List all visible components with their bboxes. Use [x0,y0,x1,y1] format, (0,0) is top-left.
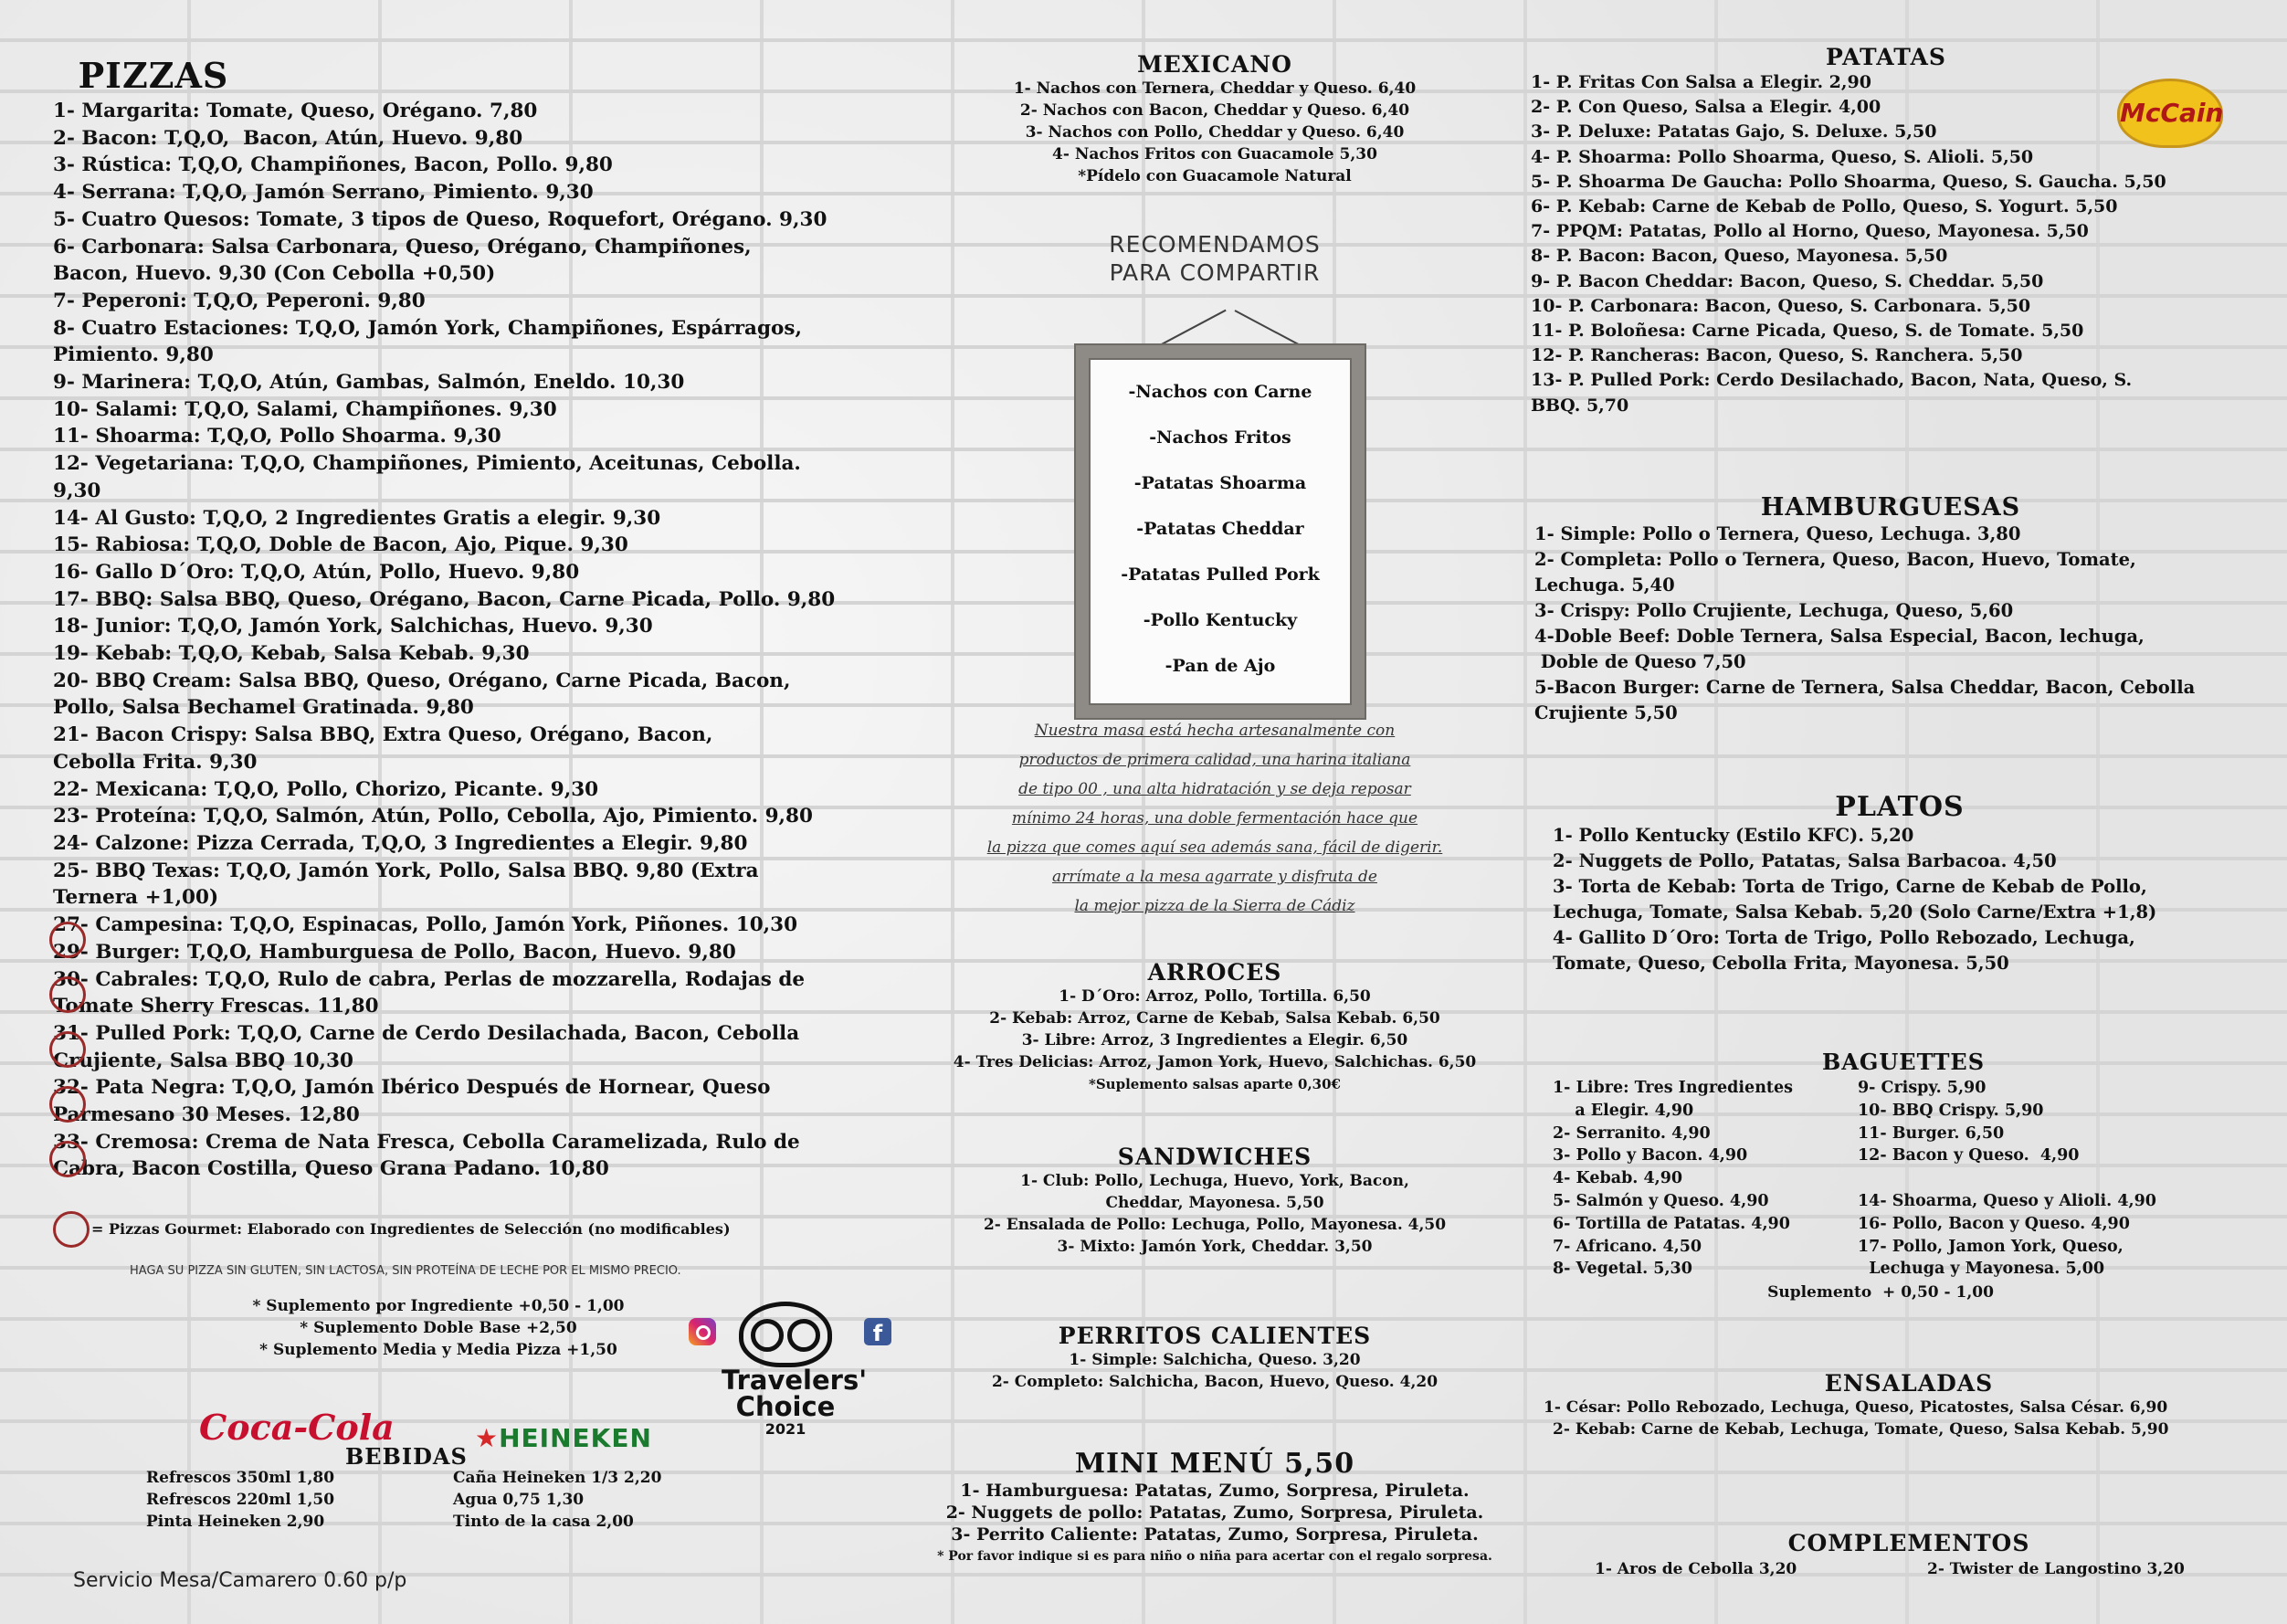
pizza-item: 25- BBQ Texas: T,Q,O, Jamón York, Pollo, Salsa BBQ. 9,80 (Extra [53,859,759,882]
recomendamos-frame [1076,345,1365,718]
baguette-item: 8- Vegetal. 5,30 [1553,1260,1692,1279]
baguettes-section [1547,1049,2260,1303]
travelers-line1: Travelers' [722,1365,868,1396]
perrito-item: 1- Simple: Salchicha, Queso. 3,20 [1069,1351,1361,1369]
mini-menu-item: 2- Nuggets de pollo: Patatas, Zumo, Sorpresa, Piruleta. [945,1503,1484,1523]
pizza-item: 18- Junior: T,Q,O, Jamón York, Salchichas, Huevo. 9,30 [53,615,653,638]
hamburguesa-item: 2- Completa: Pollo o Ternera, Queso, Bacon, Huevo, Tomate, [1534,549,2136,570]
frame-string-right [1235,310,1303,347]
plato-item: 4- Gallito D´Oro: Torta de Trigo, Pollo Rebozado, Lechuga, [1553,927,2135,948]
hamburguesas-list [1534,522,2247,726]
pizzas-section [53,55,893,1183]
pizza-item: Pimiento. 9,80 [53,343,214,367]
bebidas-title: BEBIDAS [345,1443,468,1470]
pizza-item: 14- Al Gusto: T,Q,O, 2 Ingredientes Gratis a elegir. 9,30 [53,506,661,530]
sandwich-item: 1- Club: Pollo, Lechuga, Huevo, York, Bacon, [1020,1172,1409,1190]
recomendamos-item: -Patatas Cheddar [1136,519,1304,539]
travelers-year: 2021 [764,1420,806,1438]
pizza-item: 4- Serrana: T,Q,O, Jamón Serrano, Pimiento. 9,30 [53,181,594,205]
pizza-item: 21- Bacon Crispy: Salsa BBQ, Extra Queso, Orégano, Bacon, [53,723,713,747]
recomendamos-heading [1041,230,1388,287]
sandwiches-title: SANDWICHES [1117,1144,1312,1170]
platos-section [1553,791,2247,976]
arroz-note: *Suplemento salsas aparte 0,30€ [1089,1076,1341,1092]
pizza-item: 27- Campesina: T,Q,O, Espinacas, Pollo, Jamón York, Piñones. 10,30 [53,913,798,937]
hamburguesa-item: 3- Crispy: Pollo Crujiente, Lechuga, Queso, 5,60 [1534,600,2014,621]
mini-menu-title: MINI MENÚ 5,50 [1074,1448,1355,1480]
masa-line: arrímate a la mesa agarrate y disfruta de [1052,868,1377,886]
mini-menu-item: 3- Perrito Caliente: Patatas, Zumo, Sorpresa, Piruleta. [951,1524,1479,1545]
mini-menu-item: 1- Hamburguesa: Patatas, Zumo, Sorpresa, Piruleta. [960,1481,1470,1501]
sandwiches-section [913,1144,1516,1258]
mexicano-title: MEXICANO [1137,51,1292,78]
plato-item: Tomate, Queso, Cebolla Frita, Mayonesa. 5,50 [1553,953,2009,974]
ensaladas-section [1544,1370,2274,1440]
pizza-item: 11- Shoarma: T,Q,O, Pollo Shoarma. 9,30 [53,425,501,448]
sandwich-item: Cheddar, Mayonesa. 5,50 [1105,1194,1324,1212]
baguettes-title: BAGUETTES [1821,1049,1986,1075]
pizza-item: 3- Rústica: T,Q,O, Champiñones, Bacon, Pollo. 9,80 [53,153,613,177]
baguette-item: 6- Tortilla de Patatas. 4,90 [1553,1214,1790,1233]
baguette-item [1858,1167,2156,1190]
masa-line: la mejor pizza de la Sierra de Cádiz [1074,897,1355,915]
mccain-logo: McCain [2117,79,2223,148]
heineken-logo [475,1423,652,1453]
owl-icon [739,1302,832,1367]
pizza-item: Bacon, Huevo. 9,30 (Con Cebolla +0,50) [53,262,496,286]
pizza-item: Cebolla Frita. 9,30 [53,750,258,774]
recomendamos-item: -Patatas Pulled Pork [1121,564,1320,585]
supplement-half-half: * Suplemento Media y Media Pizza +1,50 [259,1341,617,1359]
bebida-item: Pinta Heineken 2,90 [146,1513,325,1531]
recomendamos-item: -Patatas Shoarma [1133,473,1307,493]
pizza-item: 15- Rabiosa: T,Q,O, Doble de Bacon, Ajo, Pique. 9,30 [53,533,628,557]
pizza-item: 9,30 [53,479,101,502]
gourmet-marker-33 [49,1141,86,1177]
baguette-item: a Elegir. 4,90 [1553,1101,1694,1120]
ensalada-item: 2- Kebab: Carne de Kebab, Lechuga, Tomate, Queso, Salsa Kebab. 5,90 [1553,1420,2169,1439]
plato-item: 2- Nuggets de Pollo, Patatas, Salsa Barbacoa. 4,50 [1553,850,2057,871]
patata-item: 7- PPQM: Patatas, Pollo al Horno, Queso, Mayonesa. 5,50 [1531,221,2089,242]
baguette-item: 11- Burger. 6,50 [1858,1123,2005,1143]
arroz-item: 1- D´Oro: Arroz, Pollo, Tortilla. 6,50 [1059,987,1371,1006]
recomendamos-item: -Pan de Ajo [1165,656,1276,676]
hamburguesas-title: HAMBURGUESAS [1760,493,2021,522]
gourmet-note: = Pizzas Gourmet: Elaborado con Ingredientes de Selección (no modificables) [91,1220,731,1238]
baguette-item: 10- BBQ Crispy. 5,90 [1858,1101,2044,1120]
mexicano-item: 2- Nachos con Bacon, Cheddar y Queso. 6,40 [1019,101,1410,120]
baguettes-supplement: Suplemento + 0,50 - 1,00 [1767,1283,1994,1302]
pizza-item: 17- BBQ: Salsa BBQ, Queso, Orégano, Bacon, Carne Picada, Pollo. 9,80 [53,587,836,611]
perrito-item: 2- Completo: Salchicha, Bacon, Huevo, Queso. 4,20 [991,1373,1439,1391]
pizza-item: 10- Salami: T,Q,O, Salami, Champiñones. 9,30 [53,397,557,421]
hamburguesa-item: 4-Doble Beef: Doble Ternera, Salsa Especial, Bacon, lechuga, [1534,626,2145,647]
gourmet-marker-27 [49,922,86,958]
patatas-title: PATATAS [1826,44,1946,70]
mexicano-item: 3- Nachos con Pollo, Cheddar y Queso. 6,40 [1025,123,1405,142]
perritos-title: PERRITOS CALIENTES [1058,1323,1372,1349]
pizza-item: 7- Peperoni: T,Q,O, Peperoni. 9,80 [53,289,426,312]
pizza-item: 8- Cuatro Estaciones: T,Q,O, Jamón York, Champiñones, Espárragos, [53,316,802,340]
service-fee: Servicio Mesa/Camarero 0.60 p/p [73,1569,407,1592]
pizza-item: 29- Burger: T,Q,O, Hamburguesa de Pollo, Bacon, Huevo. 9,80 [53,940,736,964]
pizza-item: 33- Cremosa: Crema de Nata Fresca, Cebolla Caramelizada, Rulo de [53,1130,800,1154]
pizza-item: 2- Bacon: T,Q,O, Bacon, Atún, Huevo. 9,80 [53,126,523,150]
baguette-item: 12- Bacon y Queso. 4,90 [1858,1146,2080,1165]
patata-item: BBQ. 5,70 [1531,395,1629,416]
bebidas-right [453,1467,661,1533]
patata-item: 8- P. Bacon: Bacon, Queso, Mayonesa. 5,50 [1531,246,1948,267]
hamburguesa-item: Lechuga. 5,40 [1534,575,1675,596]
recomendamos-title-1: RECOMENDAMOS [1109,231,1321,258]
baguette-item: 16- Pollo, Bacon y Queso. 4,90 [1858,1214,2130,1233]
mexicano-note: *Pídelo con Guacamole Natural [1078,167,1352,185]
pizza-item: Parmesano 30 Meses. 12,80 [53,1103,360,1127]
mexicano-section [913,51,1516,187]
sandwich-item: 2- Ensalada de Pollo: Lechuga, Pollo, Mayonesa. 4,50 [983,1216,1447,1234]
baguette-item: 3- Pollo y Bacon. 4,90 [1553,1146,1748,1165]
ensaladas-title: ENSALADAS [1824,1370,1994,1397]
patata-item: 4- P. Shoarma: Pollo Shoarma, Queso, S. Alioli. 5,50 [1531,146,2034,167]
masa-line: productos de primera calidad, una harina italiana [1018,751,1411,769]
pizza-item: 9- Marinera: T,Q,O, Atún, Gambas, Salmón, Eneldo. 10,30 [53,371,685,395]
plato-item: 1- Pollo Kentucky (Estilo KFC). 5,20 [1553,825,1914,846]
baguettes-left [1553,1077,1793,1281]
plato-item: Lechuga, Tomate, Salsa Kebab. 5,20 (Solo Carne/Extra +1,8) [1553,902,2157,923]
patata-item: 13- P. Pulled Pork: Cerdo Desilachado, Bacon, Nata, Queso, S. [1531,370,2133,391]
baguettes-right [1858,1077,2156,1281]
bebida-item: Agua 0,75 1,30 [453,1491,585,1509]
heineken-star-icon: ★ [475,1423,500,1453]
gourmet-legend-marker [53,1211,90,1248]
gluten-note: HAGA SU PIZZA SIN GLUTEN, SIN LACTOSA, SIN PROTEÍNA DE LECHE POR EL MISMO PRECIO. [130,1264,681,1278]
bebidas-left [146,1467,334,1533]
pizza-item: 32- Pata Negra: T,Q,O, Jamón Ibérico Después de Hornear, Queso [53,1076,771,1100]
instagram-icon[interactable] [689,1318,716,1345]
gourmet-marker-30 [49,976,86,1013]
bebida-item: Tinto de la casa 2,00 [453,1513,634,1531]
complementos-title: COMPLEMENTOS [1787,1530,2030,1556]
complemento-item: 2- Twister de Langostino 3,20 [1927,1560,2185,1578]
patatas-list [1531,70,2261,418]
baguette-item: 17- Pollo, Jamon York, Queso, [1858,1237,2124,1256]
facebook-icon[interactable]: f [864,1318,891,1345]
baguette-item: 5- Salmón y Queso. 4,90 [1553,1191,1769,1210]
bebida-item: Caña Heineken 1/3 2,20 [453,1469,662,1487]
baguette-item: 9- Crispy. 5,90 [1858,1079,1987,1097]
frame-string-left [1158,310,1227,347]
baguette-item: 14- Shoarma, Queso y Alioli. 4,90 [1858,1191,2156,1210]
masa-line: de tipo 00 , una alta hidratación y se deja reposar [1018,780,1411,798]
pizzas-title: PIZZAS [78,55,229,96]
arroz-item: 2- Kebab: Arroz, Carne de Kebab, Salsa Kebab. 6,50 [989,1009,1440,1028]
mexicano-item: 1- Nachos con Ternera, Cheddar y Queso. 6,40 [1013,79,1417,98]
mexicano-item: 4- Nachos Fritos con Guacamole 5,30 [1052,145,1377,163]
recomendamos-item: -Pollo Kentucky [1143,610,1298,630]
mini-menu-note: * Por favor indique si es para niño o niña para acertar con el regalo sorpresa. [937,1549,1492,1564]
recomendamos-item: -Nachos con Carne [1128,382,1312,402]
pizza-item: 24- Calzone: Pizza Cerrada, T,Q,O, 3 Ingredientes a Elegir. 9,80 [53,831,748,855]
pizza-item: Crujiente, Salsa BBQ 10,30 [53,1049,353,1072]
masa-line: mínimo 24 horas, una doble fermentación hace que [1011,809,1418,828]
platos-title: PLATOS [1835,791,1965,823]
pizza-item: 23- Proteína: T,Q,O, Salmón, Atún, Pollo, Cebolla, Ajo, Pimiento. 9,80 [53,805,813,828]
hamburguesa-item: 5-Bacon Burger: Carne de Ternera, Salsa Cheddar, Bacon, Cebolla [1534,677,2196,698]
supplement-ingredient: * Suplemento por Ingrediente +0,50 - 1,00 [252,1297,625,1315]
bebida-item: Refrescos 220ml 1,50 [146,1491,335,1509]
arroces-title: ARROCES [1147,959,1282,986]
coca-cola-logo: Coca-Cola [199,1407,395,1448]
baguette-item: 1- Libre: Tres Ingredientes [1553,1079,1793,1097]
baguette-item: Lechuga y Mayonesa. 5,00 [1858,1260,2105,1279]
patata-item: 11- P. Boloñesa: Carne Picada, Queso, S. de Tomate. 5,50 [1531,321,2084,342]
pizza-item: 5- Cuatro Quesos: Tomate, 3 tipos de Queso, Roquefort, Orégano. 9,30 [53,207,827,231]
platos-list [1553,823,2247,976]
supplement-double-base: * Suplemento Doble Base +2,50 [300,1319,577,1337]
baguette-item: 2- Serranito. 4,90 [1553,1123,1711,1143]
hamburguesa-item: Doble de Queso 7,50 [1534,651,1746,672]
baguette-item: 4- Kebab. 4,90 [1553,1169,1683,1188]
pizza-item: 20- BBQ Cream: Salsa BBQ, Queso, Orégano, Carne Picada, Bacon, [53,669,791,692]
patatas-section [1531,44,2261,418]
complemento-item: 1- Aros de Cebolla 3,20 [1595,1560,1797,1578]
pizzas-list [53,98,893,1183]
recomendamos-item: -Nachos Fritos [1149,427,1291,448]
pizza-item: 31- Pulled Pork: T,Q,O, Carne de Cerdo Desilachada, Bacon, Cebolla [53,1021,800,1045]
patata-item: 2- P. Con Queso, Salsa a Elegir. 4,00 [1531,97,1881,118]
pizza-item: 19- Kebab: T,Q,O, Kebab, Salsa Kebab. 9,30 [53,642,530,666]
recomendamos-title-2: PARA COMPARTIR [1109,259,1321,286]
perritos-section [913,1323,1516,1393]
pizza-item: Cabra, Bacon Costilla, Queso Grana Padano. 10,80 [53,1157,609,1181]
hamburguesa-item: Crujiente 5,50 [1534,702,1678,723]
pizza-supplements [247,1295,630,1361]
hamburguesa-item: 1- Simple: Pollo o Ternera, Queso, Lechuga. 3,80 [1534,523,2021,544]
patata-item: 6- P. Kebab: Carne de Kebab de Pollo, Queso, S. Yogurt. 5,50 [1531,196,2118,217]
patata-item: 9- P. Bacon Cheddar: Bacon, Queso, S. Cheddar. 5,50 [1531,270,2044,291]
heineken-wordmark: HEINEKEN [499,1423,652,1453]
patata-item: 5- P. Shoarma De Gaucha: Pollo Shoarma, Queso, S. Gaucha. 5,50 [1531,171,2166,192]
pizza-item: 1- Margarita: Tomate, Queso, Orégano. 7,80 [53,100,538,122]
pizza-item: Ternera +1,00) [53,886,219,910]
pizza-item: 16- Gallo D´Oro: T,Q,O, Atún, Pollo, Huevo. 9,80 [53,560,580,584]
patata-item: 10- P. Carbonara: Bacon, Queso, S. Carbonara. 5,50 [1531,295,2031,316]
masa-line: la pizza que comes aquí sea además sana, fácil de digerir. [986,838,1443,857]
patata-item: 1- P. Fritas Con Salsa a Elegir. 2,90 [1531,72,1871,92]
masa-description [950,716,1480,921]
pizza-item: Pollo, Salsa Bechamel Gratinada. 9,80 [53,696,474,720]
masa-line: Nuestra masa está hecha artesanalmente con [1034,722,1396,740]
arroz-item: 4- Tres Delicias: Arroz, Jamon York, Huevo, Salchichas. 6,50 [953,1053,1477,1071]
gourmet-marker-31 [49,1031,86,1068]
arroces-section [895,959,1534,1095]
gourmet-marker-32 [49,1086,86,1123]
baguette-item: 7- Africano. 4,50 [1553,1237,1702,1256]
patata-item: 3- P. Deluxe: Patatas Gajo, S. Deluxe. 5,50 [1531,121,1937,142]
plato-item: 3- Torta de Kebab: Torta de Trigo, Carne de Kebab de Pollo, [1553,876,2147,897]
pizza-item: 12- Vegetariana: T,Q,O, Champiñones, Pimiento, Aceitunas, Cebolla. [53,452,801,476]
arroz-item: 3- Libre: Arroz, 3 Ingredientes a Elegir. 6,50 [1021,1031,1408,1049]
complementos-section [1544,1530,2274,1582]
pizza-item: 30- Cabrales: T,Q,O, Rulo de cabra, Perlas de mozzarella, Rodajas de [53,967,806,991]
hamburguesas-section [1534,493,2247,726]
mini-menu-section [849,1448,1580,1567]
patata-item: 12- P. Rancheras: Bacon, Queso, S. Ranchera. 5,50 [1531,345,2023,366]
bebida-item: Refrescos 350ml 1,80 [146,1469,335,1487]
ensalada-item: 1- César: Pollo Rebozado, Lechuga, Queso, Picatostes, Salsa César. 6,90 [1544,1398,2168,1417]
pizza-item: 22- Mexicana: T,Q,O, Pollo, Chorizo, Picante. 9,30 [53,777,599,801]
travelers-line2: Choice [735,1391,836,1422]
sandwich-item: 3- Mixto: Jamón York, Cheddar. 3,50 [1057,1238,1373,1256]
pizza-item: Tomate Sherry Frescas. 11,80 [53,995,379,1018]
travelers-choice-logo [722,1302,868,1438]
pizza-item: 6- Carbonara: Salsa Carbonara, Queso, Orégano, Champiñones, [53,235,752,258]
